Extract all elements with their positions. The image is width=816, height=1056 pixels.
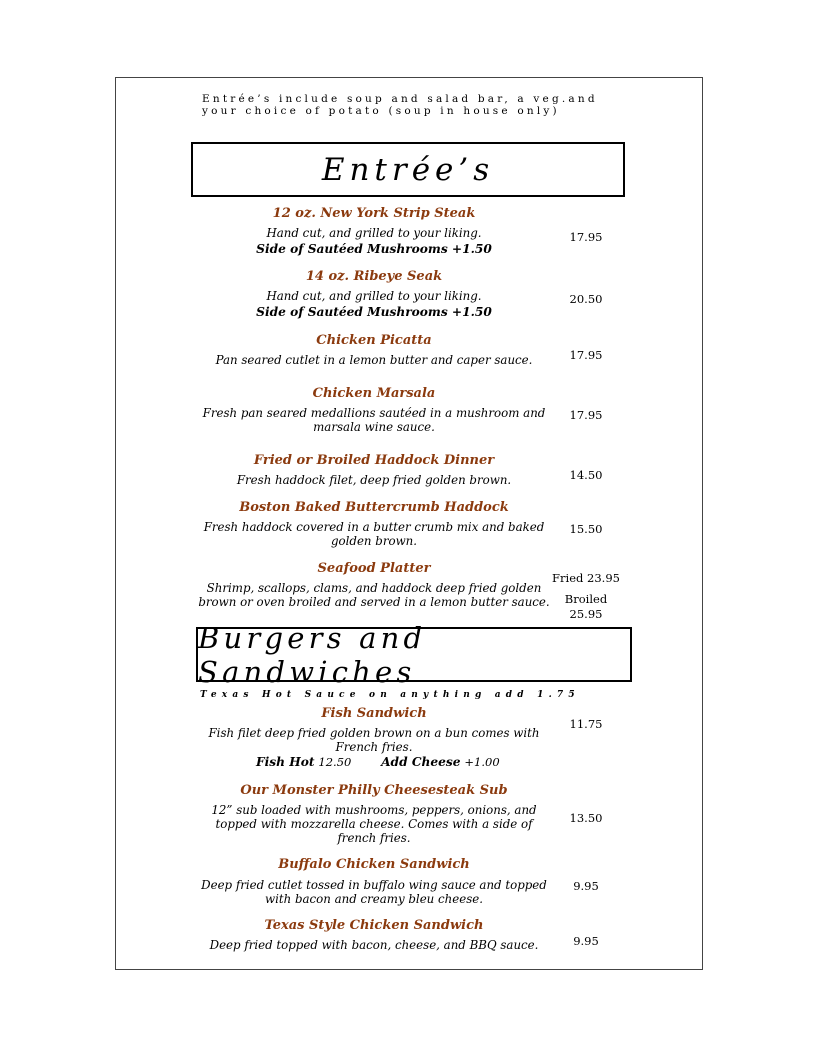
burger-title-fish-sandwich: Fish Sandwich — [321, 706, 427, 721]
entree-title-haddock-dinner: Fried or Broiled Haddock Dinner — [253, 453, 495, 468]
burger-price-buffalo-chicken: 9.95 — [573, 879, 599, 893]
burgers-heading: Burgers and Sandwiches — [196, 627, 632, 682]
texas-hot-sauce-note: Texas Hot Sauce on anything add 1.75 — [200, 690, 580, 700]
burger-desc-texas-chicken: Deep fried topped with bacon, cheese, and BBQ sauce. — [209, 938, 539, 952]
entree-desc-strip-steak: Hand cut, and grilled to your liking. — [266, 226, 482, 240]
entree-title-buttercrumb-haddock: Boston Baked Buttercrumb Haddock — [239, 500, 509, 515]
fish-hot-label: Fish Hot — [256, 755, 315, 769]
burger-desc-fish-sandwich: Fish filet deep fried golden brown on a bun comes with French fries. — [208, 726, 540, 754]
entrees-heading: Entrée’s — [191, 142, 625, 197]
burger-price-fish-sandwich: 11.75 — [569, 717, 603, 731]
entree-price-ribeye: 20.50 — [569, 292, 603, 306]
entree-desc-seafood-platter: Shrimp, scallops, clams, and haddock deep fried golden brown or oven broiled and served in a lemon butter sauce. — [198, 581, 550, 609]
entree-price-chicken-marsala: 17.95 — [569, 408, 603, 422]
entree-desc-ribeye: Hand cut, and grilled to your liking. — [266, 289, 482, 303]
intro-line-2: your choice of potato (soup in house only) — [202, 105, 560, 117]
intro-line-1: Entrée’s include soup and salad bar, a veg.and — [202, 93, 598, 105]
entree-price-seafood-fried: Fried 23.95 — [552, 571, 620, 585]
entree-desc-chicken-marsala: Fresh pan seared medallions sautéed in a mushroom and marsala wine sauce. — [202, 406, 546, 434]
entree-title-chicken-marsala: Chicken Marsala — [312, 386, 436, 401]
entree-desc-haddock-dinner: Fresh haddock filet, deep fried golden brown. — [236, 473, 512, 487]
entree-desc-chicken-picatta: Pan seared cutlet in a lemon butter and caper sauce. — [215, 353, 533, 367]
entree-extra-ribeye: Side of Sautéed Mushrooms +1.50 — [256, 305, 492, 319]
entree-title-ribeye: 14 oz. Ribeye Seak — [305, 269, 443, 284]
entree-title-chicken-picatta: Chicken Picatta — [316, 333, 432, 348]
entree-desc-buttercrumb-haddock: Fresh haddock covered in a butter crumb mix and baked golden brown. — [203, 520, 545, 548]
burger-title-buffalo-chicken: Buffalo Chicken Sandwich — [278, 857, 470, 872]
entree-price-seafood-broiled-label: Broiled — [564, 592, 608, 606]
entree-price-chicken-picatta: 17.95 — [569, 348, 603, 362]
burger-title-texas-chicken: Texas Style Chicken Sandwich — [264, 918, 484, 933]
entree-price-haddock-dinner: 14.50 — [569, 468, 603, 482]
entree-title-seafood-platter: Seafood Platter — [317, 561, 431, 576]
entree-title-strip-steak: 12 oz. New York Strip Steak — [272, 206, 476, 221]
burger-desc-philly-cheesesteak: 12” sub loaded with mushrooms, peppers, onions, and topped with mozzarella cheese. Comes with a side of french fries. — [211, 803, 537, 845]
burger-price-texas-chicken: 9.95 — [573, 934, 599, 948]
burger-title-philly-cheesesteak: Our Monster Philly Cheesesteak Sub — [240, 783, 508, 798]
entree-price-seafood-broiled: 25.95 — [569, 607, 603, 621]
entree-price-strip-steak: 17.95 — [569, 230, 603, 244]
burger-price-philly-cheesesteak: 13.50 — [569, 811, 603, 825]
fish-sandwich-extras — [256, 755, 500, 769]
add-cheese-label: Add Cheese — [381, 755, 461, 769]
entree-extra-strip-steak: Side of Sautéed Mushrooms +1.50 — [256, 242, 492, 256]
burger-desc-buffalo-chicken: Deep fried cutlet tossed in buffalo wing sauce and topped with bacon and creamy bleu cheese. — [201, 878, 547, 906]
add-cheese-price: +1.00 — [464, 755, 500, 769]
fish-hot-price: 12.50 — [318, 755, 352, 769]
entree-price-buttercrumb-haddock: 15.50 — [569, 522, 603, 536]
entree-intro-note — [202, 93, 632, 117]
